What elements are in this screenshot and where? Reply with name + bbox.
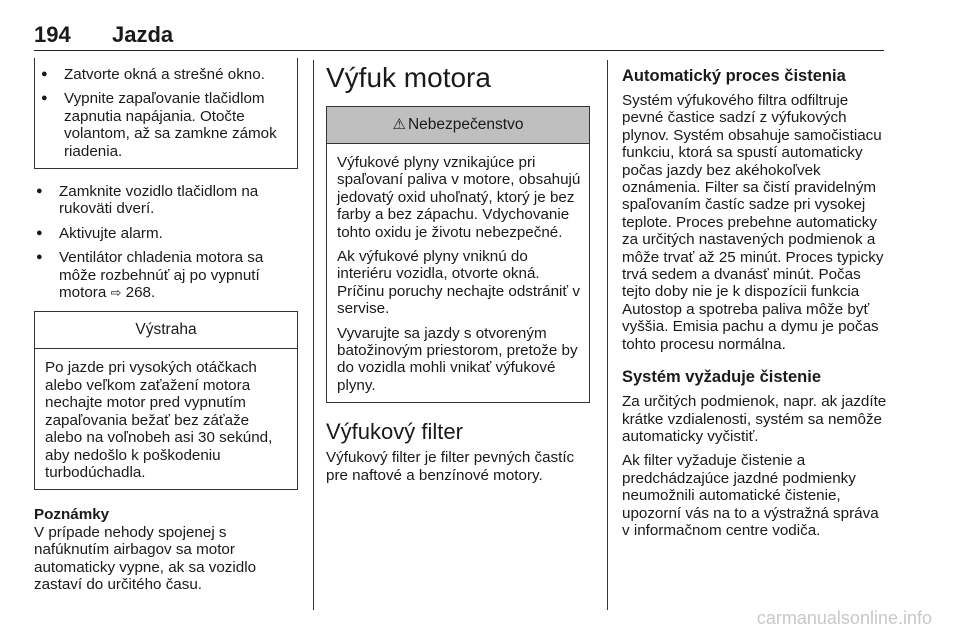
- bullet-list: [34, 183, 298, 301]
- danger-title: Nebezpečenstvo: [407, 116, 524, 133]
- column-3: [622, 58, 888, 546]
- auto-cleaning-text: Systém výfukového filtra odfiltruje pevné častice sadzí z výfukových plynov. Systém obsahuje samočistiacu funkciu, ktorá sa spustí automaticky počas jazdy bez akéhokoľvek oznámenia. Filter sa čistí pravidelným spaľovaním častíc sadze pri vysokej teplote. Proces prebehne automaticky za určitých nastavených podmienok a môže trvať až 25 minút. Proces typicky trvá sedem a dvanásť minút. Počas tejto doby nie je k dispozícii funkcia Autostop a spotreba paliva môže byť vyššia. Emisia pachu a dymu je počas tohto procesu normálna.: [622, 92, 884, 353]
- watermark: carmanualsonline.info: [756, 608, 932, 628]
- warning-triangle-icon: ⚠: [392, 116, 406, 133]
- list-item: ● Zamknite vozidlo tlačidlom na rukoväti dverí.: [34, 183, 298, 218]
- note-text: V prípade nehody spojenej s nafúknutím airbagov sa motor automaticky vypne, ak sa vozidlo zastaví do určitého času.: [34, 523, 257, 593]
- chapter-title: Jazda: [112, 22, 174, 47]
- note-title: Poznámky: [34, 506, 110, 524]
- auto-cleaning-title: Automatický proces čistenia: [622, 67, 846, 85]
- caution-text: Po jazde pri vysokých otáčkach alebo veľkom zaťažení motora nechajte motor pred vypnutím zapaľovania bežať bez záťaže alebo na voľnobeh asi 30 sekúnd, aby nedošlo k poškodeniu turbodúchadla.: [45, 359, 273, 481]
- danger-header: [327, 107, 589, 144]
- danger-box: [326, 106, 590, 403]
- cleaning-required-text-2: Ak filter vyžaduje čistenie a predchádzajúce jazdné podmienky neumožnili automatické čistenie, upozorní vás na to a výstražná správa v informačnom centre vodiča.: [622, 452, 879, 539]
- section-title: Výfuk motora: [326, 62, 491, 93]
- danger-paragraph: Výfukové plyny vznikajúce pri spaľovaní paliva v motore, obsahujú jedovatý oxid uhoľnatý, ktorý je bez farby a bez zápachu. Vdychovanie tohto oxidu je životu nebezpečné.: [337, 154, 581, 241]
- page-ref-arrow-icon: ⇨: [110, 285, 122, 301]
- caution-title: Výstraha: [35, 312, 297, 349]
- danger-body: [327, 144, 589, 402]
- caution-box: [34, 311, 298, 490]
- danger-paragraph: Ak výfukové plyny vniknú do interiéru vozidla, otvorte okná. Príčinu poruchy nechajte odstrániť v servise.: [337, 248, 580, 318]
- page-ref[interactable]: 268.: [125, 284, 156, 302]
- cleaning-required-text-1: Za určitých podmienok, napr. ak jazdíte krátke vzdialenosti, systém sa nemôže automaticky vyčistiť.: [622, 393, 887, 445]
- column-2: [326, 58, 590, 484]
- subsection-title: Výfukový filter: [326, 419, 463, 445]
- column-divider-1: [313, 60, 314, 610]
- filter-text: Výfukový filter je filter pevných častíc pre naftové a benzínové motory.: [326, 449, 575, 484]
- column-1: [34, 58, 298, 593]
- list-item: [34, 249, 298, 301]
- page-header: [34, 18, 884, 51]
- page-number: 194: [34, 22, 71, 47]
- boxed-bullet-list: [34, 58, 298, 169]
- danger-paragraph: Vyvarujte sa jazdy s otvoreným batožinovým priestorom, pretože by do vozidla mohli vnikať výfukové plyny.: [337, 324, 578, 394]
- list-item: ● Aktivujte alarm.: [34, 225, 298, 242]
- column-divider-2: [607, 60, 608, 610]
- list-item-text: Ventilátor chladenia motora sa môže rozbehnúť aj po vypnutí motora: [59, 249, 264, 302]
- list-item: ● Vypnite zapaľovanie tlačidlom zapnutia napájania. Otočte volantom, až sa zamkne zámok riadenia.: [39, 90, 287, 160]
- list-item: ● Zatvorte okná a strešné okno.: [39, 66, 287, 83]
- cleaning-required-title: Systém vyžaduje čistenie: [622, 368, 822, 387]
- caution-body: [35, 349, 297, 489]
